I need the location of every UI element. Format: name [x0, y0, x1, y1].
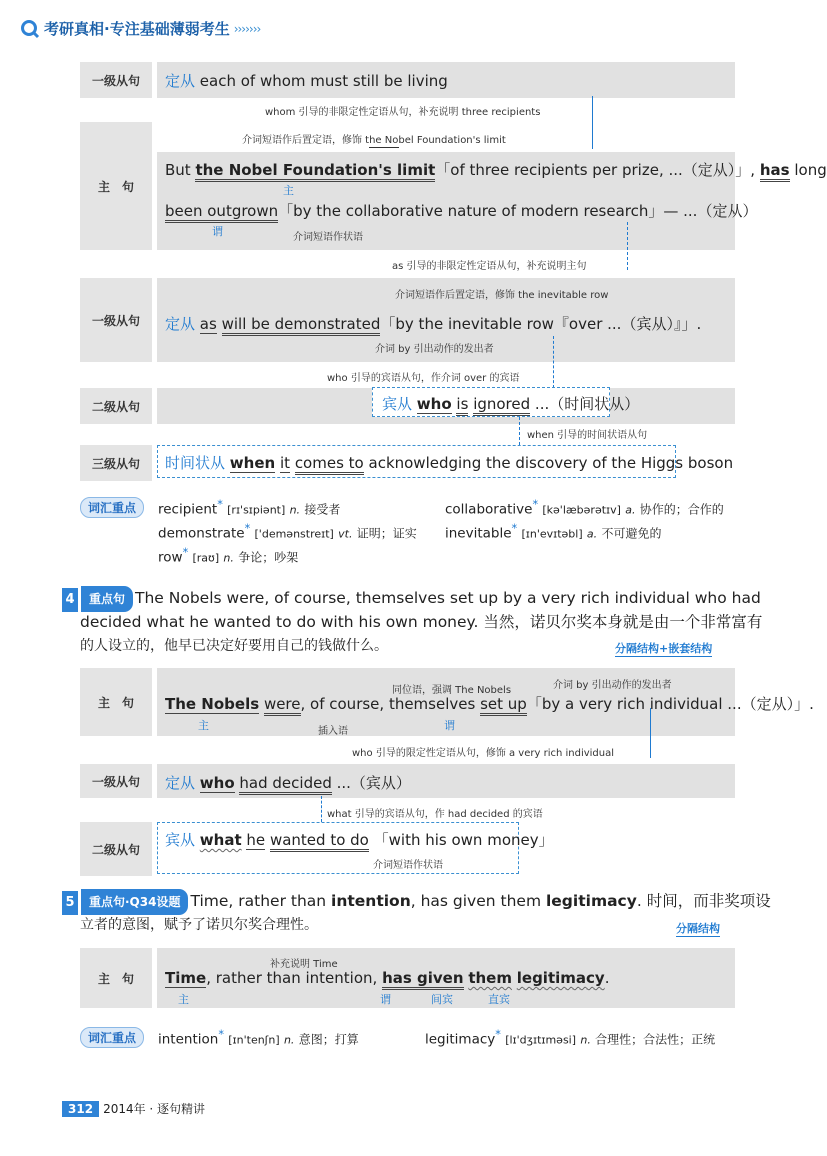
sentence-line: Time, rather than intention, has given them legitimacy.: [165, 969, 609, 987]
note: 补充说明 Time: [270, 959, 338, 970]
note: whom 引导的非限定性定语从句，补充说明 three recipients: [265, 107, 541, 118]
clause-text: 定从 who had decided ...（宾从）: [165, 772, 411, 793]
label-level2: 二级从句: [80, 822, 152, 876]
label-level1: 一级从句: [80, 764, 152, 798]
note: 介词短语作状语: [373, 860, 443, 871]
structure-tag: 分隔结构: [676, 922, 720, 935]
sentence-line: been outgrown「by the collaborative nature of modern research」— ...（定从）: [165, 200, 757, 221]
page-number: 312: [62, 1101, 99, 1117]
label-predicate: 谓: [444, 719, 455, 732]
note: 介词短语作状语: [293, 232, 363, 243]
label-predicate: 谓: [212, 225, 223, 238]
label-level2: 二级从句: [80, 388, 152, 424]
vocab-item: intention* [ɪn'tenʃn] n. 意图；打算: [158, 1028, 359, 1048]
label-subject: 主: [198, 719, 209, 732]
label-indirect-object: 间宾: [431, 993, 453, 1006]
header-arrows: ›››››››: [233, 21, 261, 36]
page-header: [20, 18, 260, 39]
sentence-4-line3: 的人设立的，他早已决定好要用自己的钱做什么。: [80, 638, 388, 654]
label-subject: 主: [283, 184, 294, 197]
sentence-5: 5 重点句·Q34设题 Time, rather than intention, has given them legitimacy. 时间，而非奖项设: [62, 889, 771, 915]
vocab-tag: 词汇重点: [80, 497, 144, 518]
label-main: 主 句: [80, 122, 152, 250]
note: what 引导的宾语从句，作 had decided 的宾语: [327, 809, 543, 820]
connector-line: [553, 336, 554, 388]
label-main: 主 句: [80, 668, 152, 736]
connector-line: [321, 796, 322, 822]
connector-line: [627, 222, 628, 270]
clause-text: 定从 each of whom must still be living: [165, 72, 448, 90]
note: 插入语: [318, 726, 348, 737]
connector-line: [592, 96, 593, 149]
page-footer: [62, 1100, 205, 1117]
vocab-item: legitimacy* [lɪ'dʒɪtɪməsi] n. 合理性；合法性；正统: [425, 1028, 716, 1048]
vocab-item: row* [raʊ] n. 争论；吵架: [158, 546, 299, 566]
magnifier-logo-icon: [20, 19, 40, 39]
note: 同位语，强调 The Nobels: [392, 685, 512, 696]
header-title: 考研真相·专注基础薄弱考生: [44, 20, 230, 38]
label-direct-object: 直宾: [488, 993, 510, 1006]
connector-line: [519, 417, 520, 445]
label-level3: 三级从句: [80, 445, 152, 481]
note: as 引导的非限定性定语从句，补充说明主句: [392, 261, 587, 272]
note: who 引导的宾语从句，作介词 over 的宾语: [327, 373, 520, 384]
label-level1: 一级从句: [80, 62, 152, 98]
sentence-4: 4 重点句 The Nobels were, of course, themselves set up by a very rich individual who had: [62, 586, 761, 612]
note: 介词 by 引出动作的发出者: [375, 344, 494, 355]
vocab-item: inevitable* [ɪn'evɪtəbl] a. 不可避免的: [445, 522, 662, 542]
sentence-4-line2: decided what he wanted to do with his own money. 当然，诺贝尔奖本身就是由一个非常富有: [80, 613, 763, 631]
label-level1: 一级从句: [80, 278, 152, 362]
label-main: 主 句: [80, 948, 152, 1008]
clause-text: 定从 as will be demonstrated「by the inevitable row『over ...（宾从）』」.: [165, 313, 701, 334]
note: 介词短语作后置定语，修饰 the Nobel Foundation's limit: [242, 135, 506, 146]
clause-text: 宾从 who is ignored ...（时间状从）: [382, 393, 639, 414]
label-subject: 主: [178, 993, 189, 1006]
sentence-line: The Nobels were, of course, themselves set up「by a very rich individual ...（定从）」.: [165, 693, 814, 714]
label-predicate: 谓: [380, 993, 391, 1006]
footer-text: 2014年 · 逐句精讲: [103, 1102, 206, 1116]
connector-line: [369, 147, 399, 148]
vocab-item: recipient* [rɪ'sɪpiənt] n. 接受者: [158, 498, 341, 518]
vocab-item: demonstrate* ['demənstreɪt] vt. 证明；证实: [158, 522, 417, 542]
sentence-5-line2: 立者的意图，赋予了诺贝尔奖合理性。: [80, 917, 318, 933]
clause-text: 时间状从 when it comes to acknowledging the discovery of the Higgs boson: [165, 452, 733, 473]
connector-line: [650, 708, 651, 758]
note: when 引导的时间状语从句: [527, 430, 648, 441]
note: who 引导的限定性定语从句，修饰 a very rich individual: [352, 748, 615, 759]
vocab-item: collaborative* [kə'læbərətɪv] a. 协作的；合作的: [445, 498, 724, 518]
clause-text: 宾从 what he wanted to do 「with his own money」: [165, 829, 554, 850]
sentence-line: But the Nobel Foundation's limit「of three recipients per prize, ...（定从）」, has long: [165, 159, 827, 180]
structure-tag: 分隔结构+嵌套结构: [615, 642, 713, 655]
note: 介词 by 引出动作的发出者: [553, 680, 672, 691]
note: 介词短语作后置定语，修饰 the inevitable row: [395, 290, 609, 301]
vocab-tag: 词汇重点: [80, 1027, 144, 1048]
